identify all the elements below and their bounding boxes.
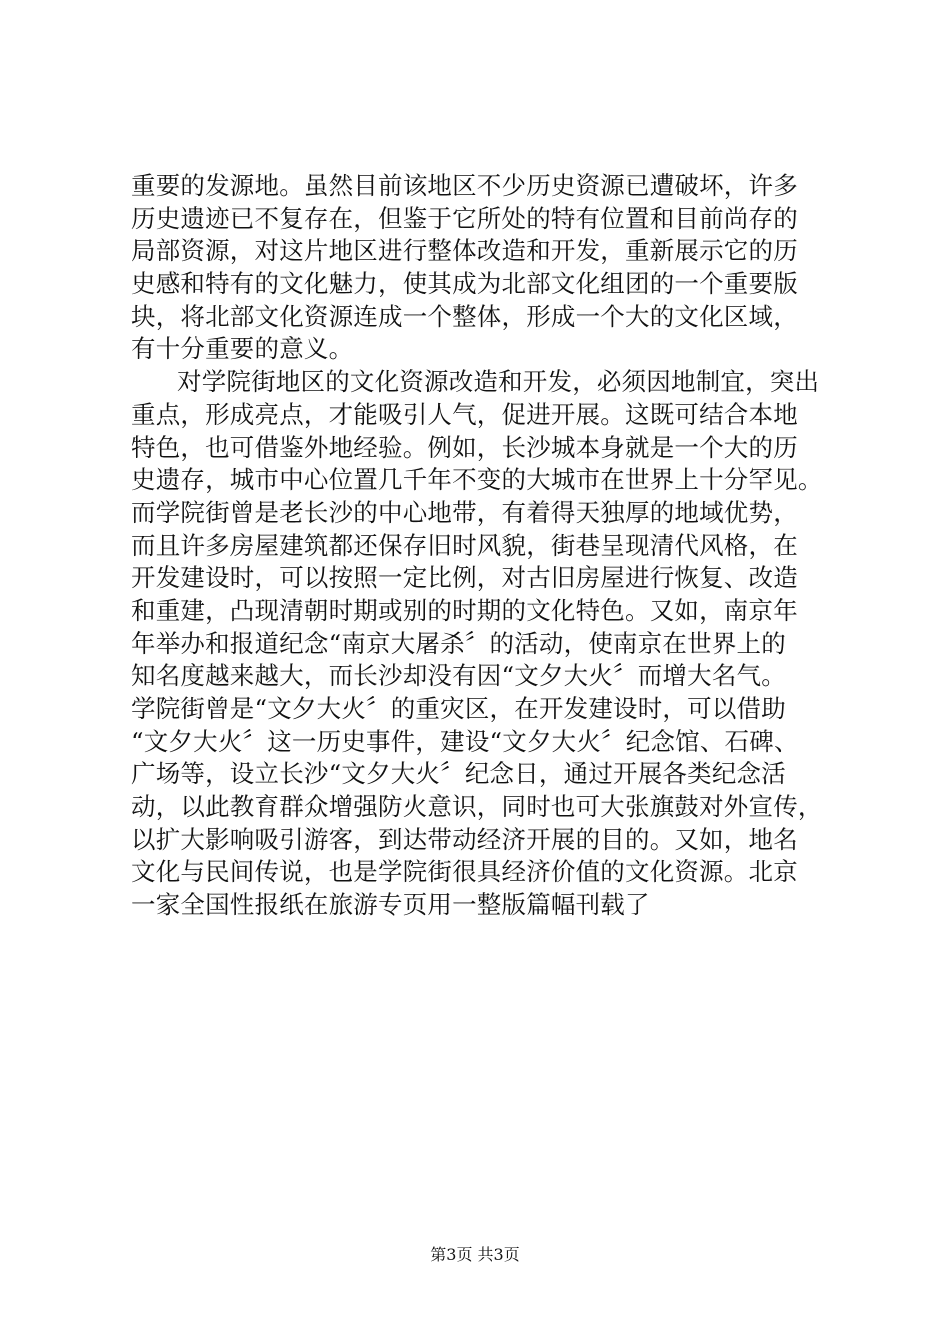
text-line: 动，以此教育群众增强防火意识，同时也可大张旗鼓对外宣传， (131, 792, 823, 822)
text-line: 知名度越来越大，而长沙却没有因“文夕大火〞而增大名气。 (131, 661, 786, 691)
text-line: 年举办和报道纪念“南京大屠杀〞的活动，使南京在世界上的 (131, 628, 786, 658)
text-line: 特色，也可借鉴外地经验。例如，长沙城本身就是一个大的历 (131, 432, 798, 462)
text-line: 文化与民间传说，也是学院街很具经济价值的文化资源。北京 (131, 857, 798, 887)
text-line: 而学院街曾是老长沙的中心地带，有着得天独厚的地域优势， (131, 497, 798, 527)
body-text (131, 170, 831, 922)
text-line: 一家全国性报纸在旅游专页用一整版篇幅刊载了 (131, 890, 650, 920)
text-line: 有十分重要的意义。 (131, 334, 354, 364)
text-line: 而且许多房屋建筑都还保存旧时风貌，街巷呈现清代风格，在 (131, 530, 798, 560)
text-line: 学院街曾是“文夕大火〞的重灾区，在开发建设时，可以借助 (131, 694, 786, 723)
text-line: 重要的发源地。虽然目前该地区不少历史资源已遭破坏，许多 (131, 171, 798, 200)
text-line: 和重建，凸现清朝时期或别的时期的文化特色。又如，南京年 (131, 595, 798, 625)
text-line: “文夕大火〞这一历史事件，建设“文夕大火〞纪念馆、石碑、 (131, 726, 799, 756)
text-line: 史遗存，城市中心位置几千年不变的大城市在世界上十分罕见。 (131, 465, 823, 495)
text-line: 广场等，设立长沙“文夕大火〞纪念日，通过开展各类纪念活 (131, 759, 786, 789)
text-line: 开发建设时，可以按照一定比例，对古旧房屋进行恢复、改造 (131, 563, 798, 593)
paragraph-start-line: 对学院街地区的文化资源改造和开发，必须因地制宜，突出 (177, 367, 820, 397)
page-number-footer: 第3页 共3页 (430, 1245, 520, 1264)
text-line: 历史遗迹已不复存在，但鉴于它所处的特有位置和目前尚存的 (131, 203, 798, 233)
text-line: 重点，形成亮点，才能吸引人气，促进开展。这既可结合本地 (131, 399, 798, 429)
text-line: 块，将北部文化资源连成一个整体，形成一个大的文化区域， (131, 301, 798, 331)
text-line: 局部资源，对这片地区进行整体改造和开发，重新展示它的历 (131, 236, 798, 266)
text-line: 史感和特有的文化魅力，使其成为北部文化组团的一个重要版 (131, 269, 798, 299)
text-line: 以扩大影响吸引游客，到达带动经济开展的目的。又如，地名 (131, 824, 798, 854)
